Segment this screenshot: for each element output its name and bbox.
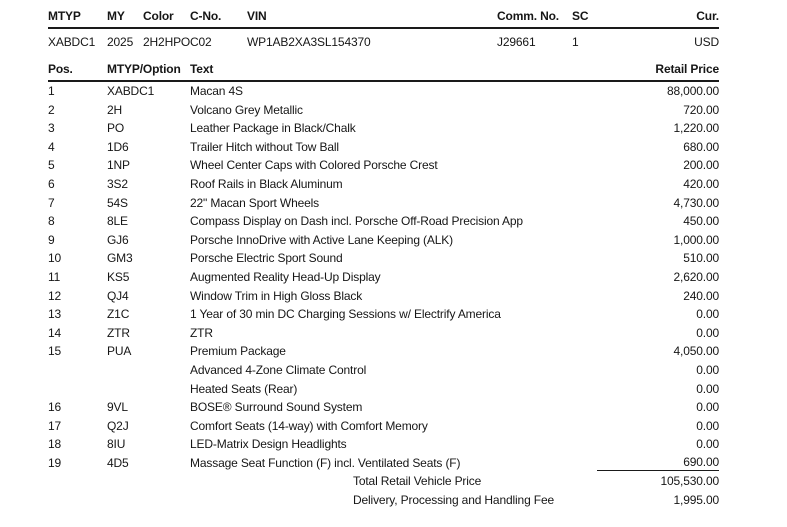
price-cell: 4,050.00 bbox=[673, 344, 719, 359]
table-row bbox=[48, 454, 719, 473]
vehicle-color-value: 2H2HPO bbox=[143, 35, 191, 49]
table-row bbox=[48, 417, 719, 436]
column-header-my: MY bbox=[107, 9, 125, 23]
column-header-cno: C-No. bbox=[190, 9, 222, 23]
totals-indent-spacer bbox=[48, 491, 353, 510]
pos-cell: 7 bbox=[48, 195, 55, 210]
column-header-color: Color bbox=[143, 9, 174, 23]
pos-cell: 2 bbox=[48, 102, 55, 117]
option-code-cell: 54S bbox=[107, 195, 128, 210]
option-text-cell: Roof Rails in Black Aluminum bbox=[190, 176, 343, 191]
table-row bbox=[48, 380, 719, 399]
pos-cell: 4 bbox=[48, 139, 55, 154]
pos-cell: 10 bbox=[48, 251, 62, 266]
option-text-cell: Window Trim in High Gloss Black bbox=[190, 288, 363, 303]
total-label: Total Retail Vehicle Price bbox=[353, 474, 482, 489]
totals-indent-spacer bbox=[48, 472, 353, 491]
pos-cell bbox=[48, 380, 107, 399]
price-cell: 0.00 bbox=[696, 437, 719, 452]
table-row bbox=[48, 287, 719, 306]
option-text-cell: Macan 4S bbox=[190, 84, 243, 98]
option-code-cell: 1D6 bbox=[107, 139, 129, 154]
option-text-cell: Advanced 4-Zone Climate Control bbox=[190, 362, 367, 377]
option-text-cell: BOSE® Surround Sound System bbox=[190, 400, 363, 415]
option-code-cell bbox=[107, 361, 190, 380]
price-cell: 4,730.00 bbox=[673, 195, 719, 210]
column-header-retail-price: Retail Price bbox=[655, 62, 719, 76]
pos-cell: 11 bbox=[48, 269, 61, 284]
option-text-cell: Porsche Electric Sport Sound bbox=[190, 251, 343, 266]
option-code-cell: KS5 bbox=[107, 269, 130, 284]
column-header-comm-no: Comm. No. bbox=[497, 9, 559, 23]
option-text-cell: Comfort Seats (14-way) with Comfort Memory bbox=[190, 418, 428, 433]
table-row bbox=[48, 342, 719, 361]
vehicle-mtyp-value: XABDC1 bbox=[48, 35, 96, 49]
price-cell: 720.00 bbox=[683, 102, 719, 117]
pos-cell: 14 bbox=[48, 325, 62, 340]
price-cell: 420.00 bbox=[683, 176, 719, 191]
table-row bbox=[48, 305, 719, 324]
pos-cell: 6 bbox=[48, 176, 55, 191]
options-header-row bbox=[48, 62, 719, 82]
pos-cell: 3 bbox=[48, 121, 55, 136]
option-text-cell: Leather Package in Black/Chalk bbox=[190, 121, 356, 136]
option-code-cell: QJ4 bbox=[107, 288, 129, 303]
table-row bbox=[48, 119, 719, 138]
table-row bbox=[48, 435, 719, 454]
table-row bbox=[48, 138, 719, 157]
vehicle-cur-value: USD bbox=[694, 35, 719, 49]
column-header-pos: Pos. bbox=[48, 62, 73, 76]
table-row bbox=[48, 268, 719, 287]
price-cell: 690.00 bbox=[597, 454, 719, 471]
vehicle-cno-value: C02 bbox=[190, 35, 212, 49]
price-cell: 0.00 bbox=[696, 381, 719, 396]
total-amount: 1,995.00 bbox=[673, 493, 719, 508]
option-code-cell: 8LE bbox=[107, 214, 128, 229]
section-spacer bbox=[48, 51, 719, 62]
table-row bbox=[48, 361, 719, 380]
price-cell: 1,000.00 bbox=[673, 232, 719, 247]
option-code-cell: GM3 bbox=[107, 251, 133, 266]
table-row bbox=[48, 324, 719, 343]
option-text-cell: Compass Display on Dash incl. Porsche Off-Road Precision App bbox=[190, 214, 523, 229]
option-code-cell: 8IU bbox=[107, 437, 126, 452]
table-row bbox=[48, 101, 719, 120]
table-row bbox=[48, 231, 719, 250]
option-text-cell: 22" Macan Sport Wheels bbox=[190, 195, 320, 210]
column-header-text: Text bbox=[190, 62, 214, 76]
option-text-cell: ZTR bbox=[190, 325, 213, 340]
vehicle-sc-value: 1 bbox=[572, 35, 579, 49]
price-cell: 2,620.00 bbox=[673, 269, 719, 284]
option-code-cell: 4D5 bbox=[107, 455, 129, 470]
price-cell: 0.00 bbox=[696, 400, 719, 415]
pos-cell: 5 bbox=[48, 158, 55, 173]
option-text-cell: LED-Matrix Design Headlights bbox=[190, 437, 347, 452]
table-row bbox=[48, 249, 719, 268]
option-code-cell: Q2J bbox=[107, 418, 129, 433]
column-header-vin: VIN bbox=[247, 9, 267, 23]
pos-cell bbox=[48, 361, 107, 380]
table-row bbox=[48, 398, 719, 417]
option-code-cell bbox=[107, 380, 190, 399]
option-code-cell: 3S2 bbox=[107, 176, 128, 191]
option-code-cell: ZTR bbox=[107, 325, 130, 340]
table-row bbox=[48, 156, 719, 175]
table-row bbox=[48, 194, 719, 213]
totals-rows bbox=[48, 472, 719, 509]
column-header-cur: Cur. bbox=[696, 9, 719, 23]
price-cell: 0.00 bbox=[696, 307, 719, 322]
option-code-cell: 1NP bbox=[107, 158, 130, 173]
option-code-cell: 2H bbox=[107, 102, 123, 117]
pos-cell: 1 bbox=[48, 84, 55, 98]
pos-cell: 12 bbox=[48, 288, 62, 303]
pos-cell: 13 bbox=[48, 307, 62, 322]
option-code-cell: XABDC1 bbox=[107, 84, 155, 98]
totals-row bbox=[48, 491, 719, 510]
pos-cell: 15 bbox=[48, 344, 62, 359]
pos-cell: 8 bbox=[48, 214, 55, 229]
column-header-mtyp-option: MTYP/Option bbox=[107, 62, 181, 76]
option-code-cell: GJ6 bbox=[107, 232, 129, 247]
price-cell: 200.00 bbox=[683, 158, 719, 173]
price-cell: 1,220.00 bbox=[673, 121, 719, 136]
option-text-cell: Volcano Grey Metallic bbox=[190, 102, 303, 117]
option-text-cell: Massage Seat Function (F) incl. Ventilated Seats (F) bbox=[190, 455, 461, 470]
options-rows bbox=[48, 82, 719, 472]
totals-row bbox=[48, 472, 719, 491]
column-header-mtyp: MTYP bbox=[48, 9, 81, 23]
table-row bbox=[48, 175, 719, 194]
price-cell: 240.00 bbox=[683, 288, 719, 303]
vehicle-my-value: 2025 bbox=[107, 35, 134, 49]
price-cell: 88,000.00 bbox=[666, 84, 719, 98]
vehicle-comm-value: J29661 bbox=[497, 35, 536, 49]
option-code-cell: Z1C bbox=[107, 307, 130, 322]
pos-cell: 17 bbox=[48, 418, 62, 433]
total-amount: 105,530.00 bbox=[660, 474, 719, 489]
option-text-cell: Augmented Reality Head-Up Display bbox=[190, 269, 381, 284]
option-text-cell: Premium Package bbox=[190, 344, 286, 359]
pos-cell: 19 bbox=[48, 455, 62, 470]
price-cell: 680.00 bbox=[683, 139, 719, 154]
vehicle-order-document bbox=[48, 9, 719, 510]
vehicle-header-row bbox=[48, 9, 719, 29]
price-cell: 510.00 bbox=[683, 251, 719, 266]
total-label: Delivery, Processing and Handling Fee bbox=[353, 493, 554, 508]
table-row bbox=[48, 82, 719, 101]
table-row bbox=[48, 212, 719, 231]
price-cell: 0.00 bbox=[696, 362, 719, 377]
option-text-cell: Trailer Hitch without Tow Ball bbox=[190, 139, 339, 154]
vehicle-values-row bbox=[48, 29, 719, 51]
price-cell: 450.00 bbox=[683, 214, 719, 229]
option-text-cell: Heated Seats (Rear) bbox=[190, 381, 298, 396]
option-code-cell: PO bbox=[107, 121, 125, 136]
pos-cell: 18 bbox=[48, 437, 62, 452]
price-cell: 0.00 bbox=[696, 418, 719, 433]
option-text-cell: Porsche InnoDrive with Active Lane Keeping (ALK) bbox=[190, 232, 453, 247]
pos-cell: 9 bbox=[48, 232, 55, 247]
option-code-cell: PUA bbox=[107, 344, 132, 359]
vehicle-vin-value: WP1AB2XA3SL154370 bbox=[247, 35, 371, 49]
option-text-cell: Wheel Center Caps with Colored Porsche Crest bbox=[190, 158, 438, 173]
option-code-cell: 9VL bbox=[107, 400, 128, 415]
price-cell: 0.00 bbox=[696, 325, 719, 340]
pos-cell: 16 bbox=[48, 400, 62, 415]
column-header-sc: SC bbox=[572, 9, 589, 23]
option-text-cell: 1 Year of 30 min DC Charging Sessions w/ Electrify America bbox=[190, 307, 501, 322]
